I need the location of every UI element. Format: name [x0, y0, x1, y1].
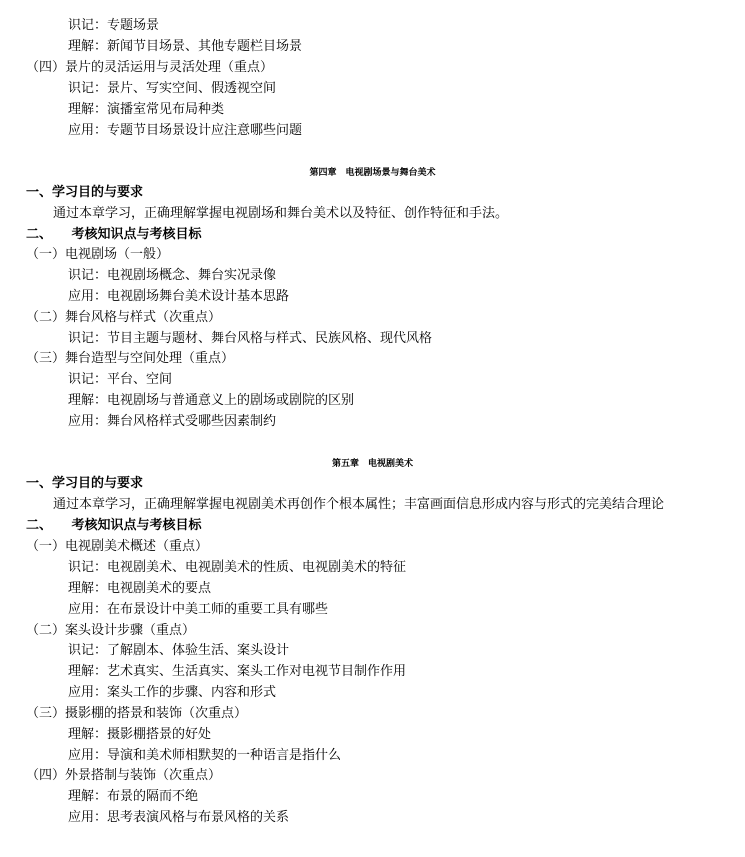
section-heading: 二、 考核知识点与考核目标 — [26, 518, 202, 533]
text-line: 理解：艺术真实、生活真实、案头工作对电视节目制作作用 — [68, 664, 407, 679]
text-line: 理解：布景的隔而不绝 — [68, 789, 199, 804]
section-heading: 二、 考核知识点与考核目标 — [26, 227, 202, 242]
text-line: 理解：电视剧美术的要点 — [68, 581, 212, 596]
text-line: 识记：平台、空间 — [68, 372, 173, 387]
text-line: 应用：舞台风格样式受哪些因素制约 — [68, 414, 277, 429]
intro-paragraph: 通过本章学习，正确理解掌握电视剧场和舞台美术以及特征、创作特征和手法。 — [53, 206, 509, 221]
text-line: 识记：专题场景 — [68, 18, 160, 33]
subsection-heading: （四）外景搭制与装饰（次重点） — [26, 768, 222, 783]
chapter-title: 第五章 电视剧美术 — [331, 459, 413, 469]
text-line: 应用：电视剧场舞台美术设计基本思路 — [68, 289, 290, 304]
text-line: 理解：新闻节目场景、其他专题栏目场景 — [68, 39, 303, 54]
chapter-title: 第四章 电视剧场景与舞台美术 — [309, 168, 436, 178]
text-line: 识记：了解剧本、体验生活、案头设计 — [68, 643, 290, 658]
section-heading: 一、学习目的与要求 — [26, 476, 144, 491]
subsection-heading: （四）景片的灵活运用与灵活处理（重点） — [26, 60, 274, 75]
subsection-heading: （一）电视剧场（一般） — [26, 247, 170, 262]
text-line: 理解：摄影棚搭景的好处 — [68, 727, 212, 742]
subsection-heading: （一）电视剧美术概述（重点） — [26, 539, 209, 554]
text-line: 理解：电视剧场与普通意义上的剧场或剧院的区别 — [68, 393, 355, 408]
section-heading: 一、学习目的与要求 — [26, 185, 144, 200]
text-line: 识记：电视剧场概念、舞台实况录像 — [68, 268, 277, 283]
text-line: 识记：景片、写实空间、假透视空间 — [68, 81, 277, 96]
subsection-heading: （二）案头设计步骤（重点） — [26, 623, 196, 638]
text-line: 识记：节目主题与题材、舞台风格与样式、民族风格、现代风格 — [68, 331, 433, 346]
text-line: 应用：案头工作的步骤、内容和形式 — [68, 685, 277, 700]
subsection-heading: （二）舞台风格与样式（次重点） — [26, 310, 222, 325]
text-line: 应用：导演和美术师相默契的一种语言是指什么 — [68, 748, 342, 763]
text-line: 应用：在布景设计中美工师的重要工具有哪些 — [68, 602, 329, 617]
subsection-heading: （三）摄影棚的搭景和装饰（次重点） — [26, 706, 248, 721]
text-line: 应用：专题节目场景设计应注意哪些问题 — [68, 123, 303, 138]
text-line: 应用：思考表演风格与布景风格的关系 — [68, 810, 290, 825]
subsection-heading: （三）舞台造型与空间处理（重点） — [26, 351, 235, 366]
text-line: 理解：演播室常见布局种类 — [68, 102, 225, 117]
text-line: 识记：电视剧美术、电视剧美术的性质、电视剧美术的特征 — [68, 560, 407, 575]
intro-paragraph: 通过本章学习，正确理解掌握电视剧美术再创作个根本属性；丰富画面信息形成内容与形式的完美结合理论 — [53, 497, 665, 512]
